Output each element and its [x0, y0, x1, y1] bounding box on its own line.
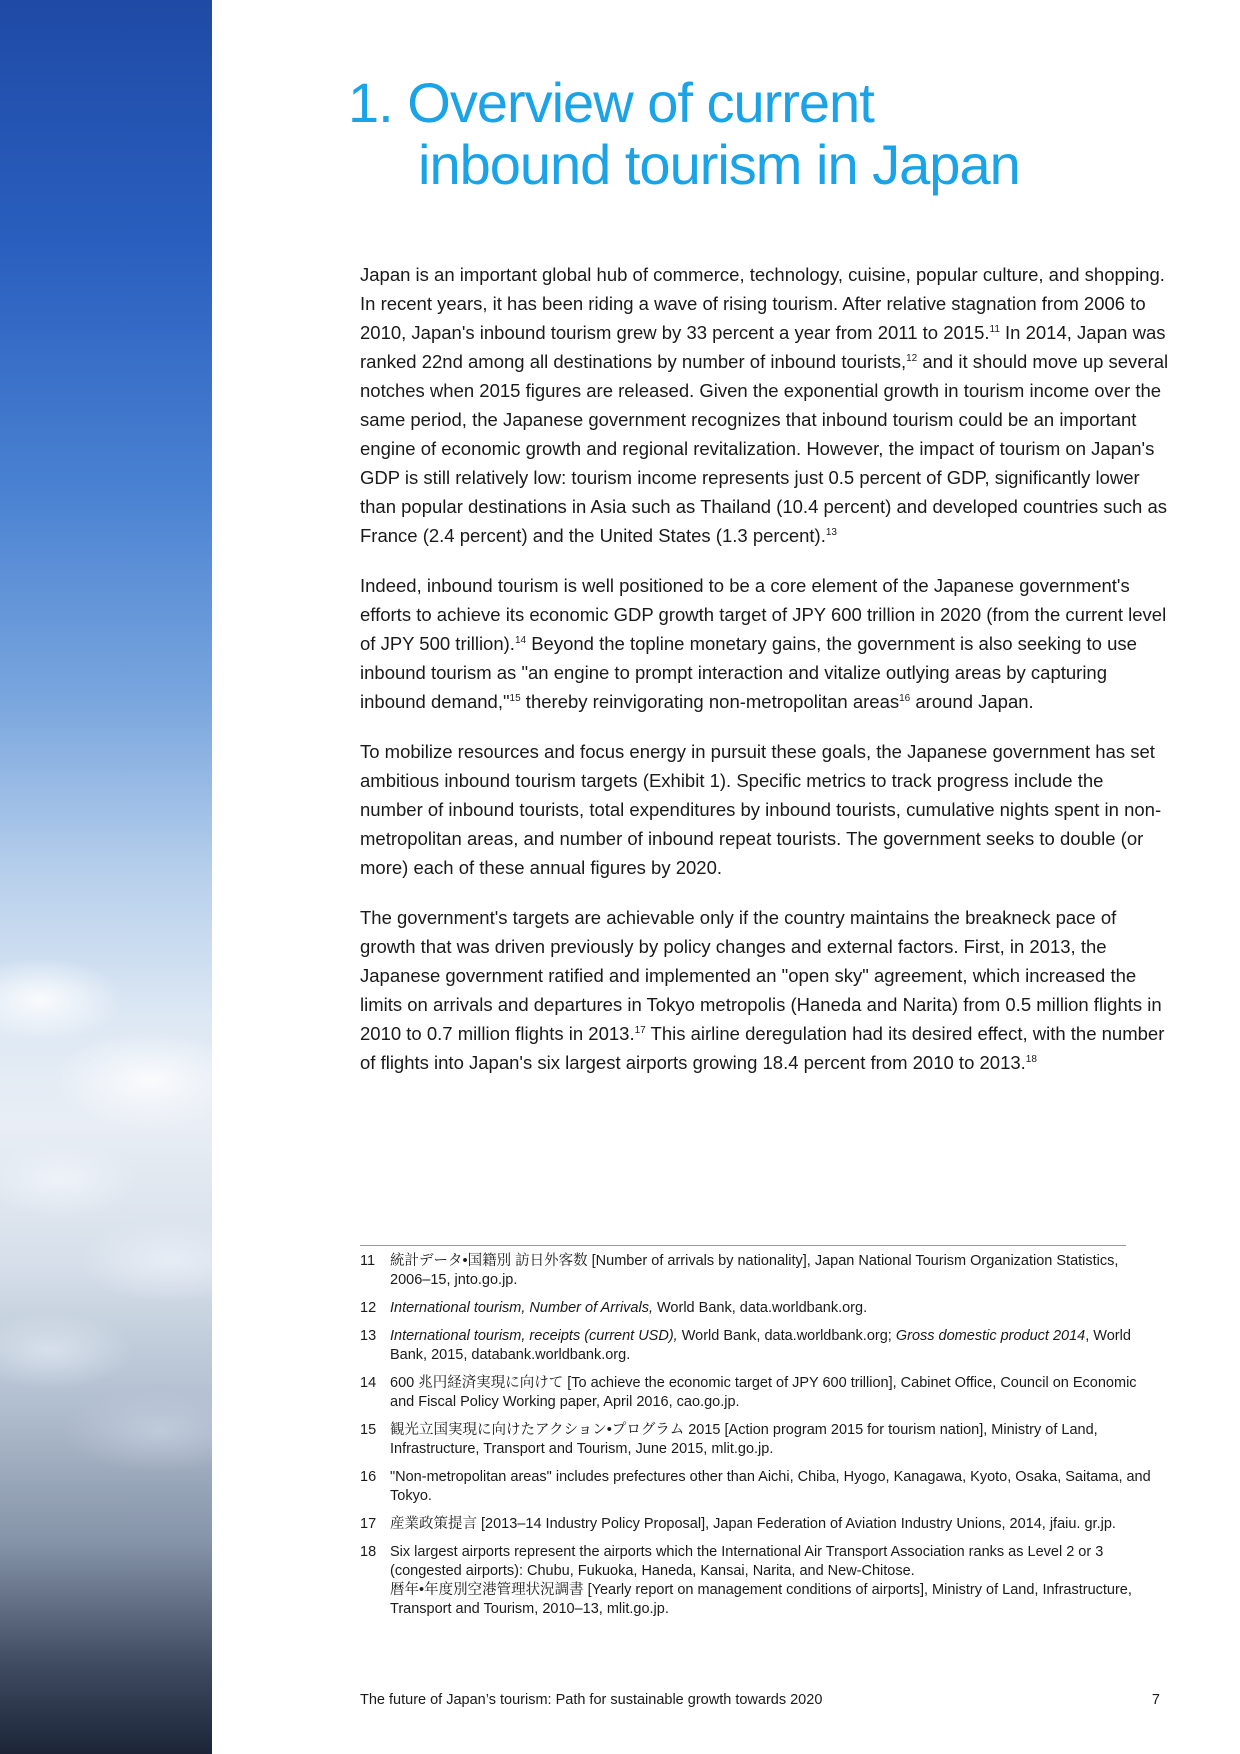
p2-text-d: around Japan.: [910, 691, 1034, 712]
footnote-text: [390, 1543, 1160, 1619]
page-title: [348, 72, 1020, 196]
footnote-text: 観光立国実現に向けたアクション•プログラム 2015 [Action program 2015 for tourism nation], Ministry of Land, Infrastructure, Transport and Tourism, June 2015, mlit.go.jp.: [390, 1422, 1098, 1457]
paragraph-3: To mobilize resources and focus energy in pursuit these goals, the Japanese government has set ambitious inbound tourism targets (Exhibit 1). Specific metrics to track progress include the number of inbound tourists, total expenditures by inbound tourists, cumulative nights spent in non-metropolitan areas, and number of inbound repeat tourists. The government seeks to double (or more) each of these annual figures by 2020.: [360, 741, 1162, 878]
footnote-number: 17: [360, 1516, 377, 1532]
footnote-italic: International tourism, Number of Arrivals,: [390, 1300, 653, 1316]
footnote-17: [360, 1515, 1160, 1534]
footnote-ref-12: 12: [906, 353, 918, 364]
p1-text-b: In 2014, Japan was ranked 22nd among all destinations by number of inbound tourists,: [360, 322, 1166, 372]
footnote-italic: Gross domestic product 2014: [895, 1328, 1086, 1344]
paragraph-2: [360, 571, 1170, 716]
footnote-ref-13: 13: [825, 527, 837, 538]
p2-text-a: Indeed, inbound tourism is well positioned to be a core element of the Japanese government's efforts to achieve its economic GDP growth target of JPY 600 trillion in 2020 (from the current level of JPY 500 trillion).: [360, 575, 1167, 654]
footnote-text: "Non-metropolitan areas" includes prefectures other than Aichi, Chiba, Hyogo, Kanagawa, Kyoto, Osaka, Saitama, and Tokyo.: [390, 1469, 1151, 1504]
footnote-number: 13: [360, 1328, 377, 1344]
paragraph-1: [360, 260, 1170, 550]
footnote-plain: World Bank, data.worldbank.org;: [677, 1328, 896, 1344]
footer-title: The future of Japan’s tourism: Path for sustainable growth towards 2020: [360, 1692, 823, 1708]
footnote-ref-17: 17: [634, 1025, 646, 1036]
footnote-ref-15: 15: [509, 693, 521, 704]
footnote-number: 11: [360, 1253, 376, 1269]
footnote-text: [390, 1299, 1160, 1318]
footnote-ref-16: 16: [899, 693, 911, 704]
footnote-text: 統計データ•国籍別 訪日外客数 [Number of arrivals by nationality], Japan National Tourism Organization Statistics, 2006–15, jnto.go.jp.: [390, 1253, 1119, 1288]
footnote-divider: [360, 1245, 1126, 1246]
footnotes: [360, 1252, 1160, 1628]
footnote-18: [360, 1543, 1160, 1619]
footnote-plain: , World Bank, 2015, databank.worldbank.org.: [390, 1328, 1131, 1363]
title-line-1: 1. Overview of current: [348, 71, 874, 134]
body-text: [360, 260, 1170, 1098]
footnote-ref-11: 11: [989, 324, 1000, 335]
page-number: 7: [1151, 1692, 1160, 1708]
footnote-italic: International tourism, receipts (current USD),: [390, 1328, 678, 1344]
paragraph-4: [360, 903, 1170, 1077]
footnote-ref-18: 18: [1025, 1054, 1037, 1065]
footnote-11: [360, 1252, 1160, 1290]
footnote-text: [390, 1327, 1160, 1365]
footnote-ref-14: 14: [514, 635, 527, 646]
page-footer: [360, 1692, 1160, 1708]
footnote-text: 産業政策提言 [2013–14 Industry Policy Proposal], Japan Federation of Aviation Industry Unions, 2014, jfaiu. gr.jp.: [390, 1516, 1116, 1532]
footnote-plain: 暦年•年度別空港管理状況調書 [Yearly report on management conditions of airports], Ministry of Land, Infrastructure, Transport and Tourism, 2010–13, mlit.go.jp.: [390, 1582, 1132, 1617]
footnote-14: [360, 1374, 1160, 1412]
footnote-13: [360, 1327, 1160, 1365]
footnote-number: 15: [360, 1422, 377, 1438]
footnote-text: 600 兆円経済実現に向けて [To achieve the economic target of JPY 600 trillion], Cabinet Office, Council on Economic and Fiscal Policy Working paper, April 2016, cao.go.jp.: [390, 1375, 1137, 1410]
footnote-15: [360, 1421, 1160, 1459]
p1-text-a: Japan is an important global hub of commerce, technology, cuisine, popular culture, and shopping. In recent years, it has been riding a wave of rising tourism. After relative stagnation from 2006 to 2010, Japan's inbound tourism grew by 33 percent a year from 2011 to 2015.: [360, 264, 1165, 343]
p2-text-c: thereby reinvigorating non-metropolitan areas: [520, 691, 900, 712]
footnote-16: [360, 1468, 1160, 1506]
p4-text-a: The government's targets are achievable only if the country maintains the breakneck pace of growth that was driven previously by policy changes and external factors. First, in 2013, the Japanese government ratified and implemented an "open sky" agreement, which increased the limits on arrivals and departures in Tokyo metropolis (Haneda and Narita) from 0.5 million flights in 2010 to 0.7 million flights in 2013.: [360, 907, 1162, 1044]
footnote-plain: World Bank, data.worldbank.org.: [652, 1300, 868, 1316]
footnote-number: 14: [360, 1375, 377, 1391]
p2-text-b: Beyond the topline monetary gains, the government is also seeking to use inbound tourism as "an engine to prompt interaction and vitalize outlying areas by capturing inbound demand,": [360, 633, 1137, 712]
p1-text-c: and it should move up several notches when 2015 figures are released. Given the exponential growth in tourism income over the same period, the Japanese government recognizes that inbound tourism could be an important engine of economic growth and regional revitalization. However, the impact of tourism on Japan's GDP is still relatively low: tourism income represents just 0.5 percent of GDP, significantly lower than popular destinations in Asia such as Thailand (10.4 percent) and developed countries such as France (2.4 percent) and the United States (1.3 percent).: [360, 351, 1169, 546]
title-line-2: inbound tourism in Japan: [418, 133, 1020, 196]
footnote-number: 18: [360, 1544, 377, 1560]
footnote-number: 12: [360, 1300, 377, 1316]
p4-text-b: This airline deregulation had its desired effect, with the number of flights into Japan's six largest airports growing 18.4 percent from 2010 to 2013.: [360, 1023, 1165, 1073]
footnote-number: 16: [360, 1469, 377, 1485]
footnote-12: [360, 1299, 1160, 1318]
footnote-plain: Six largest airports represent the airports which the International Air Transport Association ranks as Level 2 or 3 (congested airports): Chubu, Fukuoka, Haneda, Kansai, Narita, and New-Chitose.: [390, 1544, 1104, 1579]
sky-photo-strip: [0, 0, 212, 1754]
